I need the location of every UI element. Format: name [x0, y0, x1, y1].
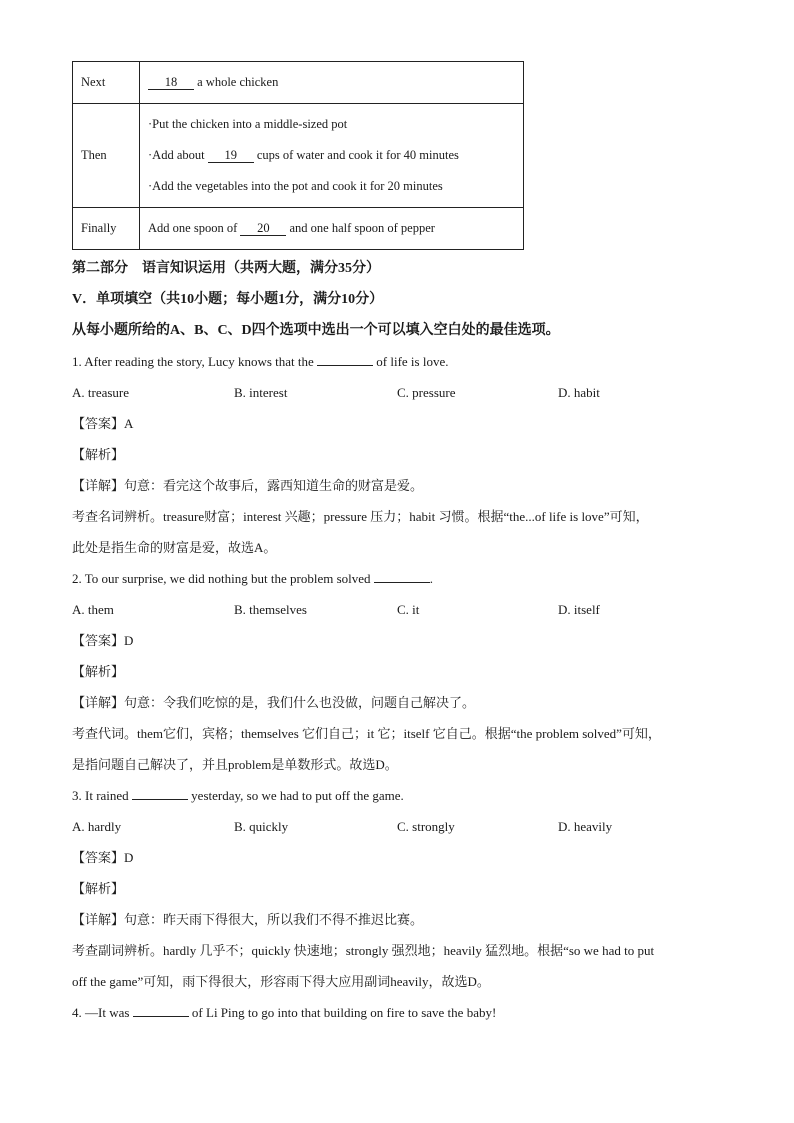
content-cell [140, 208, 524, 250]
question-stem: 1. After reading the story, Lucy knows that the of life is love. [72, 354, 449, 369]
cell-text: a whole chicken [194, 75, 279, 89]
cell-text: Add one spoon of [148, 221, 241, 235]
question-stem: 4. —It was of Li Ping to go into that building on fire to save the baby! [72, 1005, 497, 1020]
cell-text: cups of water and cook it for 40 minutes [253, 148, 459, 162]
blank-underline: 20 [240, 222, 286, 236]
question-stem: 2. To our surprise, we did nothing but the problem solved . [72, 571, 434, 586]
explanation-line: 考查代词。them它们，宾格；themselves 它们自己；it 它；itself 它自己。根据“the problem solved”可知， [72, 726, 661, 741]
detail-line: 【详解】句意：昨天雨下得很大，所以我们不得不推迟比赛。 [72, 912, 424, 927]
explanation-line: 是指问题自己解决了，并且problem是单数形式。故选D。 [72, 757, 398, 772]
blank-underline: 18 [148, 76, 194, 90]
option-d: D. itself [558, 602, 600, 617]
question-stem: 3. It rained yesterday, so we had to put off the game. [72, 788, 404, 803]
step-cell: Next [73, 62, 140, 104]
explanation-line: off the game”可知，雨下得很大，形容雨下得大应用副词heavily，故选D。 [72, 974, 490, 989]
option-a: A. treasure [72, 385, 130, 400]
explanation-line: 此处是指生命的财富是爱，故选A。 [72, 540, 277, 555]
answer-blank [374, 570, 430, 583]
analysis-label: 【解析】 [72, 664, 125, 679]
cell-text: ·Put the chicken into a middle-sized pot [148, 117, 348, 131]
option-b: B. themselves [234, 602, 307, 617]
explanation-line: 考查名词辨析。treasure财富；interest 兴趣；pressure 压力；habit 习惯。根据“the...of life is love”可知， [72, 509, 649, 524]
content-cell [140, 104, 524, 208]
recipe-table [72, 61, 524, 250]
option-d: D. habit [558, 385, 600, 400]
step-cell: Finally [73, 208, 140, 250]
option-c: C. it [397, 602, 420, 617]
part-title: 第二部分 语言知识运用（共两大题，满分35分） [72, 261, 380, 276]
cell-text: ·Add the vegetables into the pot and cook it for 20 minutes [148, 179, 443, 193]
answer-blank [317, 353, 373, 366]
detail-line: 【详解】句意：令我们吃惊的是，我们什么也没做，问题自己解决了。 [72, 695, 476, 710]
document-page [72, 61, 722, 1028]
option-d: D. heavily [558, 819, 613, 834]
cell-text: ·Add about [148, 148, 208, 162]
instruction: 从每小题所给的A、B、C、D四个选项中选出一个可以填入空白处的最佳选项。 [72, 323, 560, 338]
option-a: A. them [72, 602, 114, 617]
answer-blank [133, 1004, 189, 1017]
table-row [73, 104, 524, 208]
answer-line: 【答案】D [72, 850, 134, 865]
explanation-line: 考查副词辨析。hardly 几乎不；quickly 快速地；strongly 强烈地；heavily 猛烈地。根据“so we had to put [72, 943, 655, 958]
option-c: C. strongly [397, 819, 455, 834]
answer-line: 【答案】D [72, 633, 134, 648]
analysis-label: 【解析】 [72, 447, 125, 462]
options-row [72, 811, 722, 842]
table-row [73, 62, 524, 104]
cell-text: and one half spoon of pepper [286, 221, 435, 235]
option-b: B. quickly [234, 819, 289, 834]
table-row [73, 208, 524, 250]
options-row [72, 594, 722, 625]
answer-line: 【答案】A [72, 416, 134, 431]
options-row [72, 377, 722, 408]
blank-underline: 19 [208, 149, 254, 163]
detail-line: 【详解】句意：看完这个故事后，露西知道生命的财富是爱。 [72, 478, 424, 493]
analysis-label: 【解析】 [72, 881, 125, 896]
content-cell [140, 62, 524, 104]
section-title: V．单项填空（共10小题；每小题1分，满分10分） [72, 292, 384, 307]
option-b: B. interest [234, 385, 288, 400]
step-cell: Then [73, 104, 140, 208]
option-c: C. pressure [397, 385, 456, 400]
answer-blank [132, 787, 188, 800]
option-a: A. hardly [72, 819, 122, 834]
